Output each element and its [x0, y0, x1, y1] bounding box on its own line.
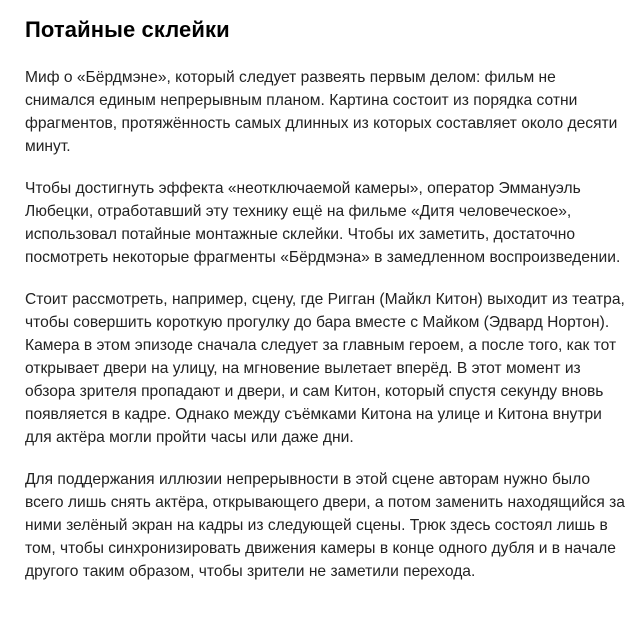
article — [25, 16, 629, 602]
article-paragraph-1: Миф о «Бёрдмэне», который следует развеять первым делом: фильм не снимался единым непрерывным планом. Картина состоит из порядка сотни фрагментов, протяжённость самых длинных из которых составляет около десяти минут. — [25, 69, 618, 155]
article-title: Потайные склейки — [25, 17, 230, 42]
article-paragraph-2: Чтобы достигнуть эффекта «неотключаемой камеры», оператор Эммануэль Любецки, отработавший эту технику ещё на фильме «Дитя человеческое», использовал потайные монтажные склейки. Чтобы их заметить, достаточно посмотреть некоторые фрагменты «Бёрдмэна» в замедленном воспроизведении. — [25, 180, 621, 266]
article-paragraph-3: Стоит рассмотреть, например, сцену, где Ригган (Майкл Китон) выходит из театра, чтобы совершить короткую прогулку до бара вместе с Майком (Эдвард Нортон). Камера в этом эпизоде сначала следует за главным героем, а после того, как тот открывает двери на улицу, на мгновение вылетает вперёд. В этот момент из обзора зрителя пропадают и двери, и сам Китон, который спустя секунду вновь появляется в кадре. Однако между съёмками Китона на улице и Китона внутри для актёра могли пройти часы или даже дни. — [25, 291, 625, 446]
article-paragraph-4: Для поддержания иллюзии непрерывности в этой сцене авторам нужно было всего лишь снять актёра, открывающего двери, а потом заменить находящийся за ними зелёный экран на кадры из следующей сцены. Трюк здесь состоял лишь в том, чтобы синхронизировать движения камеры в конце одного дубля и в начале другого таким образом, чтобы зрители не заметили перехода. — [25, 471, 625, 580]
